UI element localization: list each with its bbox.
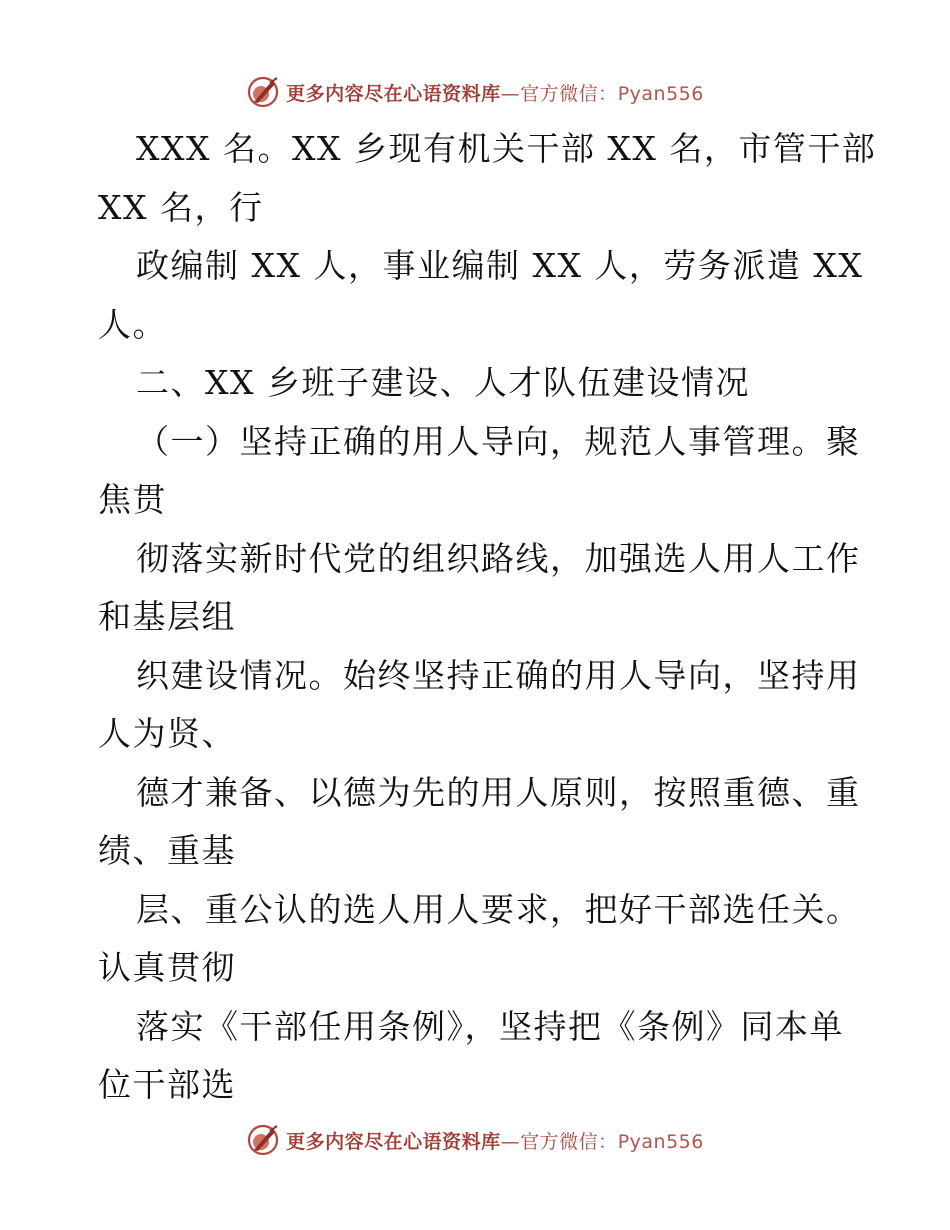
quill-pen-logo-icon [246, 1123, 280, 1157]
watermark-wechat-account: Pyan556 [617, 82, 704, 105]
body-line: 德才兼备、以德为先的用人原则，按照重德、重 [136, 772, 861, 812]
document-body [98, 120, 877, 1115]
watermark-text [286, 79, 704, 106]
body-line: 和基层组 [98, 597, 236, 636]
body-line: 绩、重基 [98, 831, 236, 870]
watermark-text [286, 1127, 704, 1154]
section-heading: 二、XX 乡班子建设、人才队伍建设情况 [136, 363, 750, 402]
body-line: 位干部选 [98, 1065, 236, 1104]
body-line: （一）坚持正确的用人导向，规范人事管理。聚 [136, 421, 861, 461]
body-line: 人为贤、 [98, 714, 236, 753]
header-watermark [0, 70, 950, 114]
body-line: 人。 [98, 304, 167, 344]
body-line: XX 名，行 [98, 187, 264, 227]
body-line: 层、重公认的选人用人要求，把好干部选任关。 [136, 889, 861, 929]
watermark-brand: 更多内容尽在心语资料库 [286, 82, 501, 105]
body-line: XXX 名。XX 乡现有机关干部 XX 名，市管干部 [136, 129, 877, 168]
watermark-separator: — [500, 82, 521, 105]
body-line: 织建设情况。始终坚持正确的用人导向，坚持用 [136, 655, 861, 695]
body-line: 彻落实新时代党的组织路线，加强选人用人工作 [136, 538, 861, 578]
body-line: 认真贯彻 [98, 948, 236, 987]
body-line: 政编制 XX 人，事业编制 XX 人，劳务派遣 XX [136, 246, 864, 285]
watermark-wechat-label: 官方微信： [520, 1130, 618, 1153]
watermark-brand: 更多内容尽在心语资料库 [286, 1130, 501, 1153]
watermark-wechat-label: 官方微信： [520, 82, 618, 105]
watermark-wechat-account: Pyan556 [617, 1130, 704, 1153]
body-line: 焦贯 [98, 480, 167, 519]
body-line: 落实《干部任用条例》，坚持把《条例》同本单 [136, 1006, 844, 1046]
quill-pen-logo-icon [246, 75, 280, 109]
watermark-separator: — [500, 1130, 521, 1153]
footer-watermark [0, 1118, 950, 1162]
